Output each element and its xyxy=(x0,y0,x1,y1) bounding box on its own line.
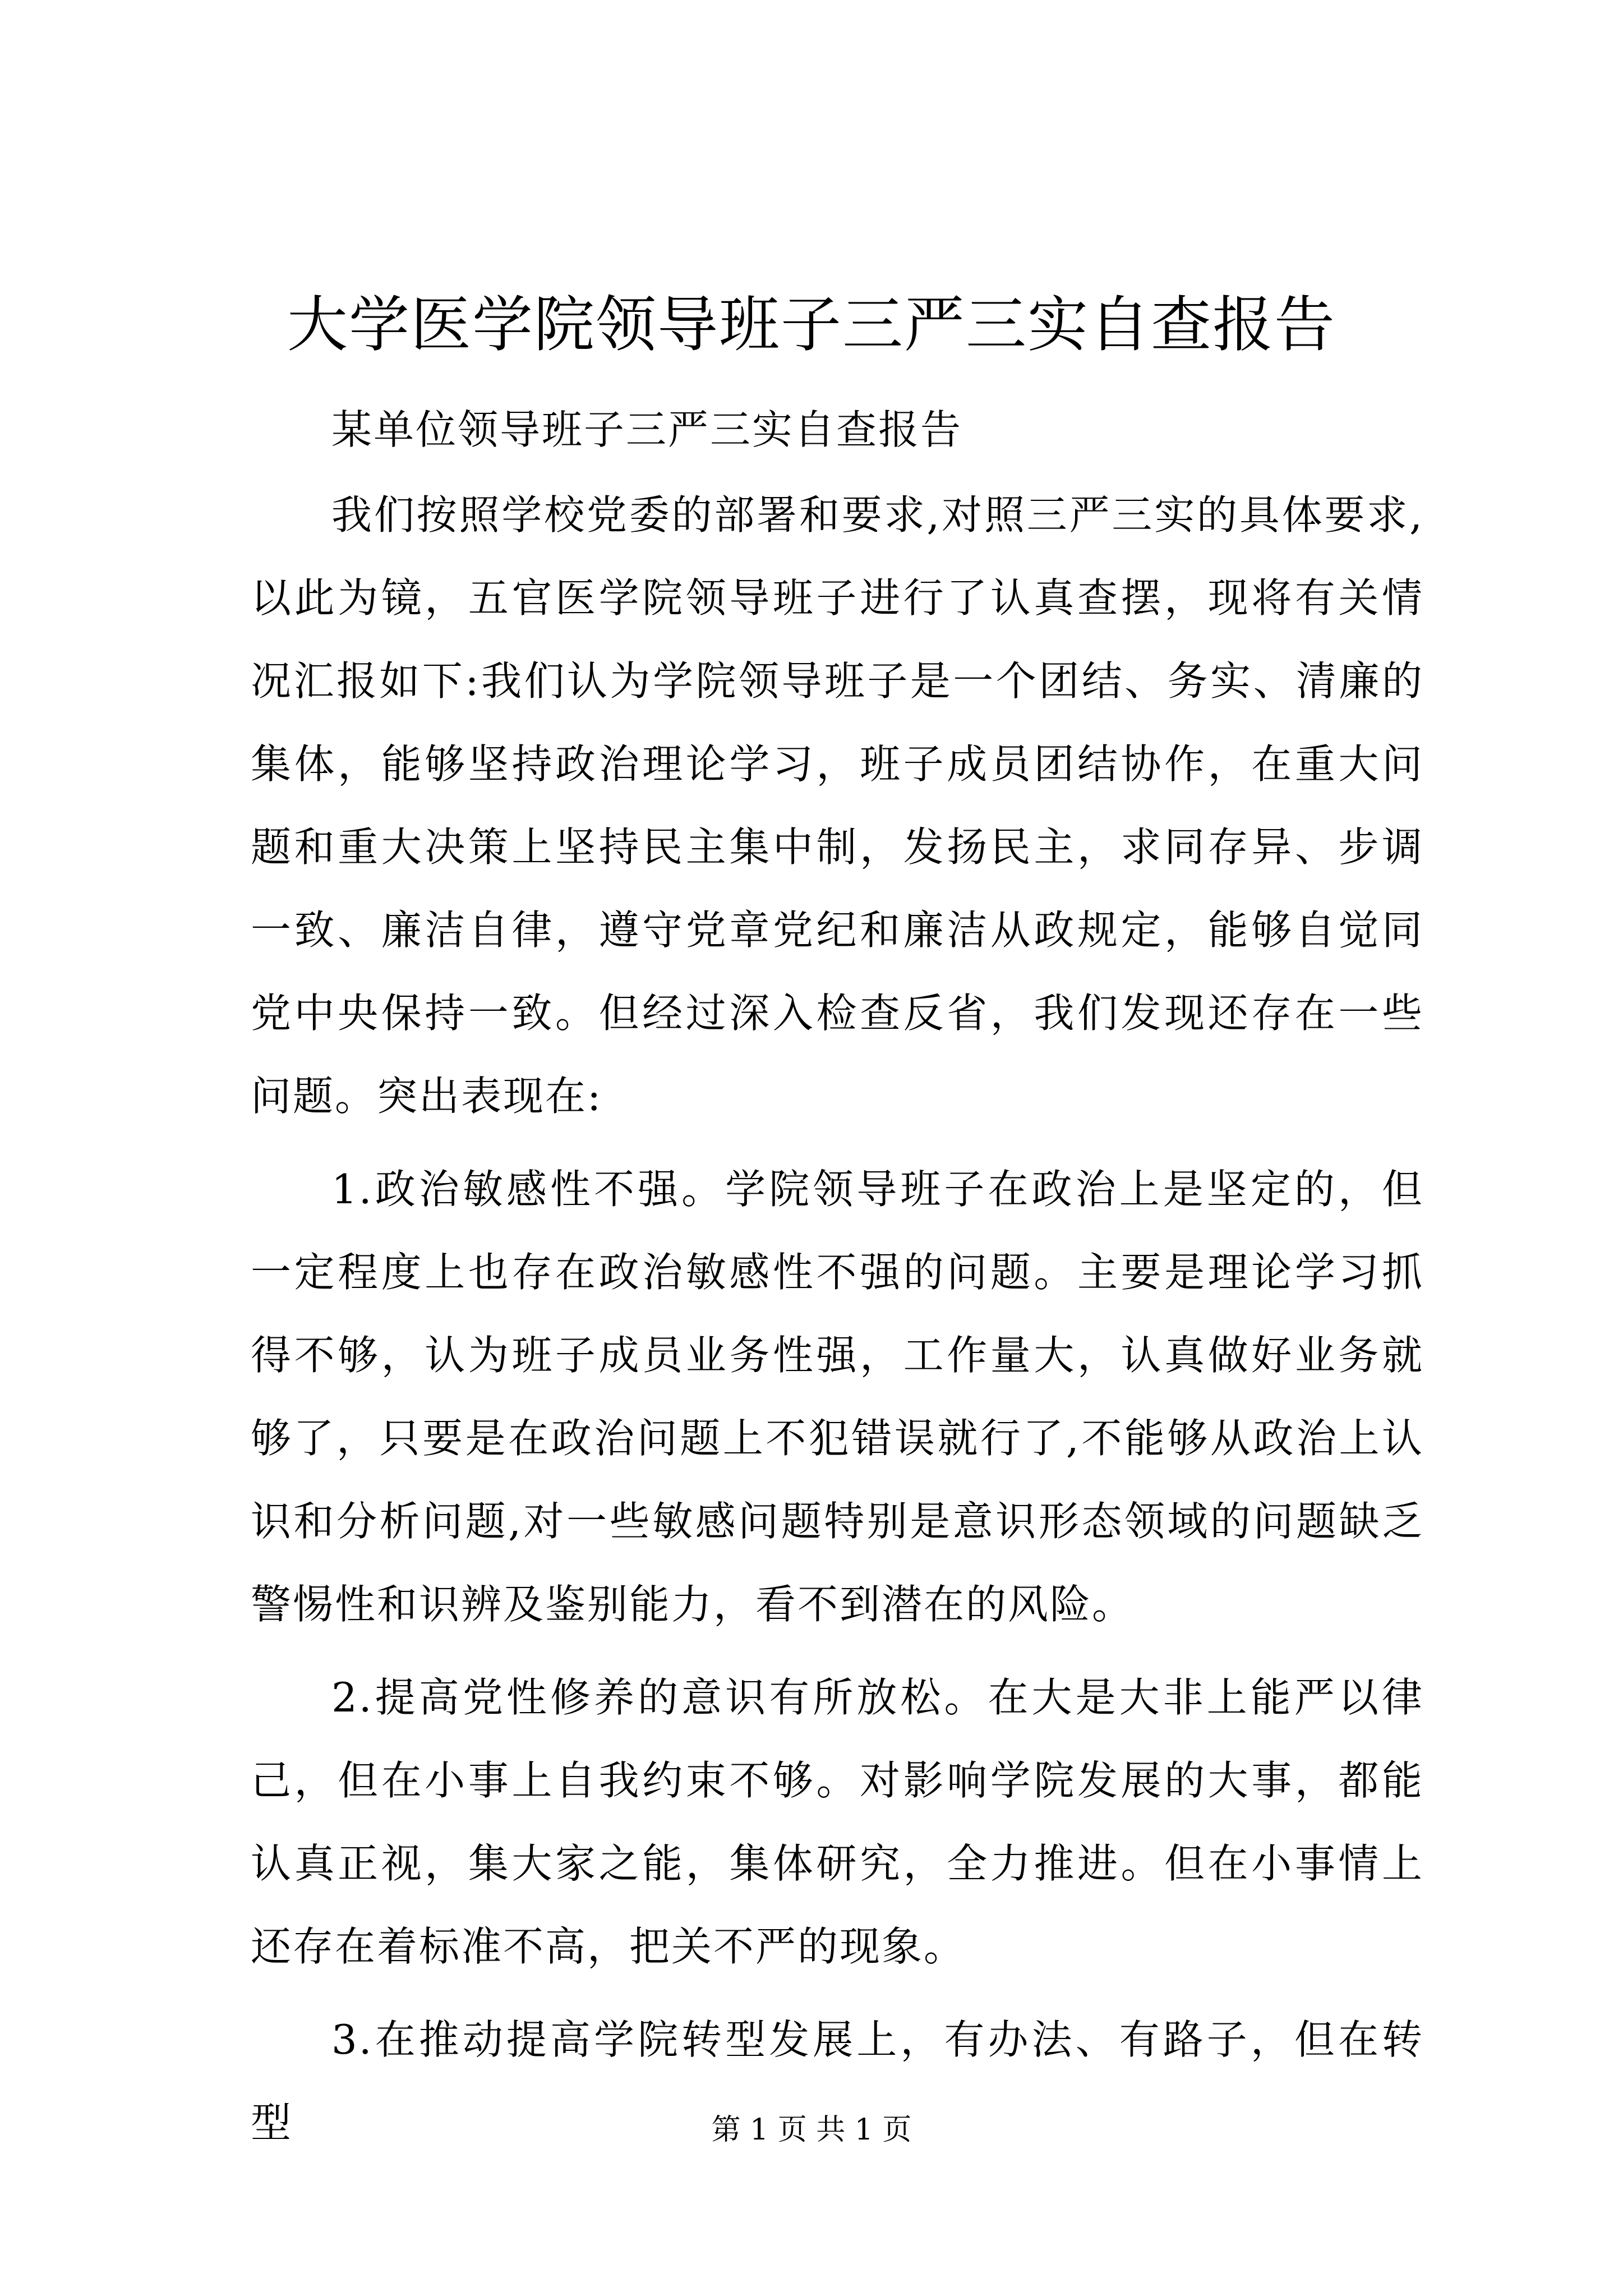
paragraph-item-1: 1.政治敏感性不强。学院领导班子在政治上是坚定的，但一定程度上也存在政治敏感性不强的问题。主要是理论学习抓得不够，认为班子成员业务性强，工作量大，认真做好业务就够了，只要是在政治问题上不犯错误就行了,不能够从政治上认识和分析问题,对一些敏感问题特别是意识形态领域的问题缺乏警惕性和识辨及鉴别能力，看不到潜在的风险。 xyxy=(251,1166,1424,1628)
document-subtitle: 某单位领导班子三严三实自查报告 xyxy=(331,406,963,453)
document-title: 大学医学院领导班子三严三实自查报告 xyxy=(287,290,1336,360)
document-body xyxy=(251,388,1424,2174)
page-number-footer: 第 1 页 共 1 页 xyxy=(711,2113,912,2147)
paragraph-intro: 我们按照学校党委的部署和要求,对照三严三实的具体要求,以此为镜，五官医学院领导班子进行了认真查摆，现将有关情况汇报如下:我们认为学院领导班子是一个团结、务实、清廉的集体，能够坚持政治理论学习，班子成员团结协作，在重大问题和重大决策上坚持民主集中制，发扬民主，求同存异、步调一致、廉洁自律，遵守党章党纪和廉洁从政规定，能够自觉同党中央保持一致。但经过深入检查反省，我们发现还存在一些问题。突出表现在: xyxy=(251,491,1424,1120)
paragraph-item-2: 2.提高党性修养的意识有所放松。在大是大非上能严以律己，但在小事上自我约束不够。对影响学院发展的大事，都能认真正视，集大家之能，集体研究，全力推进。但在小事情上还存在着标准不高，把关不严的现象。 xyxy=(251,1674,1424,1970)
paragraph-item-3: 3.在推动提高学院转型发展上，有办法、有路子，但在转型 xyxy=(251,2016,1424,2146)
